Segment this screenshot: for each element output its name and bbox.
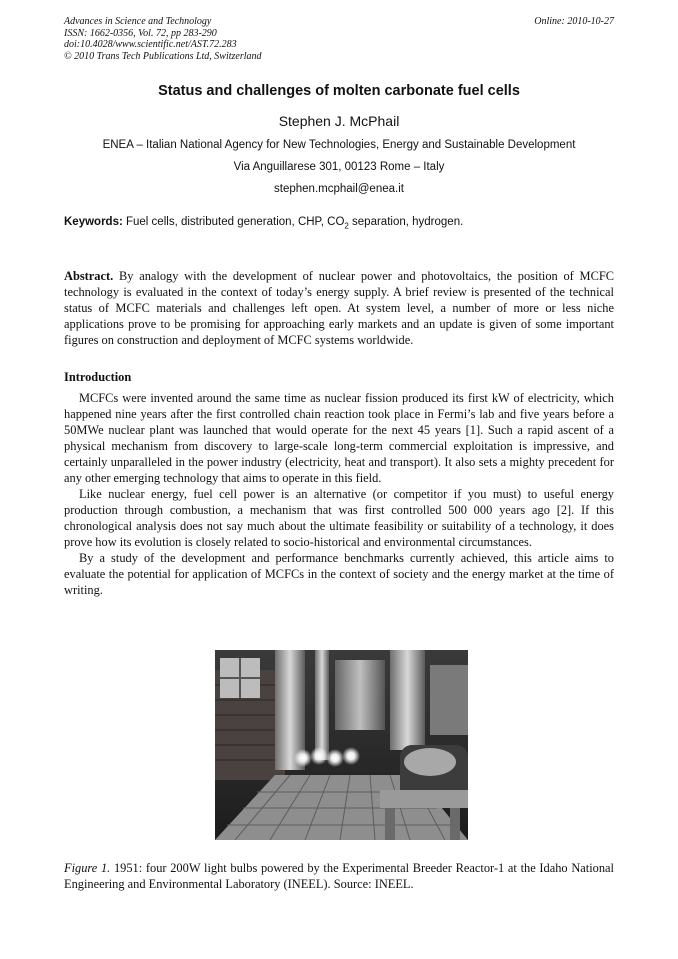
affiliation-address: Via Anguillarese 301, 00123 Rome – Italy bbox=[233, 161, 445, 173]
author-email: stephen.mcphail@enea.it bbox=[274, 183, 404, 195]
intro-paragraph-1: MCFCs were invented around the same time as nuclear fission produced its first kW of electricity, which happened nine years after the first controlled chain reaction took place in Fermi’s lab and five years before a 50MWe nuclear plant was launched that would operate for the next 45 years [1]. Such a rapid ascent of a physical mechanism from discovery to large-scale long-term commercial exploitation is impressive, and certainly unparalleled in the power industry (electricity, heat and transport). It also sets a mighty precedent for any other emerging technology that aims to operate in this field. bbox=[64, 391, 614, 485]
intro-paragraph-2: Like nuclear energy, fuel cell power is an alternative (or competitor if you must) to useful energy production through combustion, a mechanism that was first controlled 500 000 years ago [2]. If this chronological analysis does not say much about the ultimate feasibility or suitability of a technology, it does prove how its evolution is closely related to socio-historical and environmental circumstances. bbox=[64, 487, 614, 549]
keywords-text-b: separation, hydrogen. bbox=[348, 216, 464, 228]
figure-1-photo bbox=[215, 650, 468, 840]
journal-doi: doi:10.4028/www.scientific.net/AST.72.283 bbox=[64, 39, 237, 50]
affiliation-org: ENEA – Italian National Agency for New Technologies, Energy and Sustainable Development bbox=[102, 139, 576, 151]
keywords-text-a: Fuel cells, distributed generation, CHP, CO bbox=[122, 216, 345, 228]
introduction-body bbox=[64, 390, 614, 598]
section-heading-introduction: Introduction bbox=[64, 370, 132, 384]
reactor-photo-illustration bbox=[215, 650, 468, 840]
figure-caption-text: 1951: four 200W light bulbs powered by the Experimental Breeder Reactor-1 at the Idaho National Engineering and Environmental Laboratory (INEEL). Source: INEEL. bbox=[64, 861, 614, 891]
author-name: Stephen J. McPhail bbox=[278, 113, 400, 129]
intro-paragraph-3: By a study of the development and performance benchmarks currently achieved, this article aims to evaluate the potential for application of MCFCs in the context of society and the energy market at the time of writing. bbox=[64, 551, 614, 597]
keywords-subscript: 2 bbox=[344, 221, 349, 231]
online-date: Online: 2010-10-27 bbox=[534, 16, 614, 27]
abstract-text: By analogy with the development of nuclear power and photovoltaics, the position of MCFC technology is evaluated in the context of today’s energy supply. A brief review is presented of the technical status of MCFC materials and challenges left open. At system level, a number of more or less niche applications prove to be promising for approaching early markets and an update is given of some important figures on construction and deployment of MCFC systems worldwide. bbox=[64, 269, 614, 347]
journal-copyright: © 2010 Trans Tech Publications Ltd, Switzerland bbox=[64, 50, 262, 62]
figure-1-caption bbox=[64, 860, 614, 892]
journal-issn: ISSN: 1662-0356, Vol. 72, pp 283-290 bbox=[64, 27, 217, 39]
figure-label: Figure 1. bbox=[64, 861, 111, 875]
paper-title: Status and challenges of molten carbonate fuel cells bbox=[158, 83, 520, 99]
abstract-label: Abstract. bbox=[64, 269, 114, 283]
keywords bbox=[64, 216, 614, 230]
journal-name: Advances in Science and Technology bbox=[64, 16, 212, 27]
journal-header bbox=[64, 16, 424, 62]
abstract bbox=[64, 268, 614, 348]
keywords-label: Keywords: bbox=[64, 216, 123, 228]
